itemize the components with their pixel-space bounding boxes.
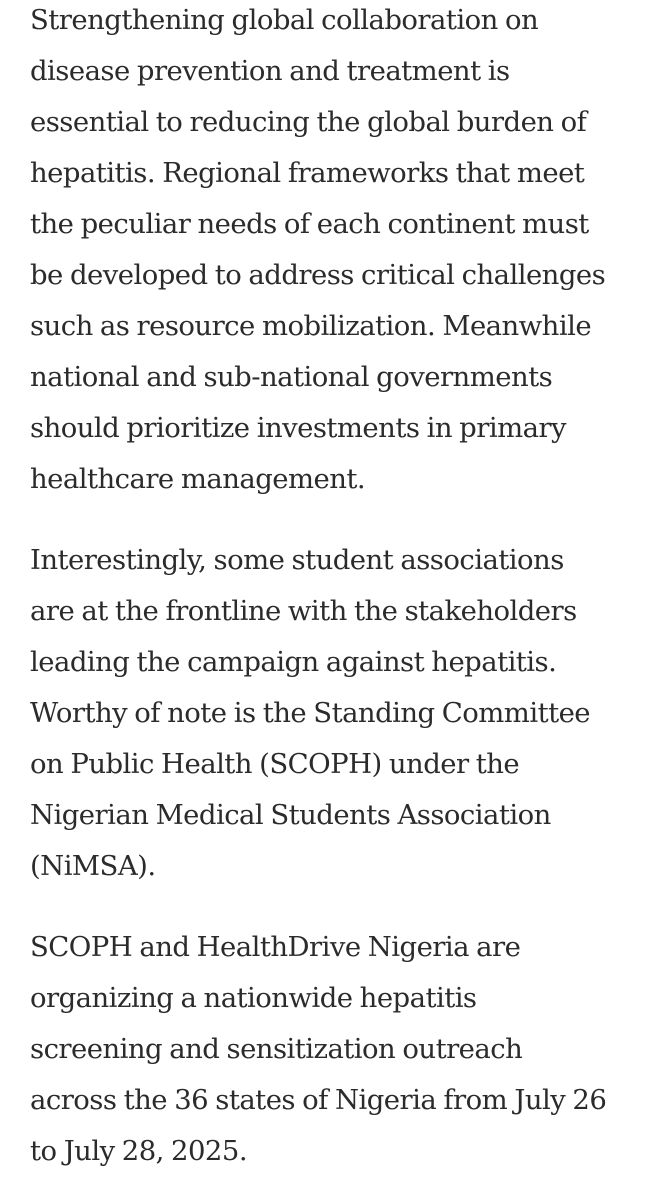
paragraph-line: Worthy of note is the Standing Committee (30, 697, 591, 729)
paragraph-student-associations (30, 535, 590, 892)
paragraph-line: disease prevention and treatment is (30, 55, 510, 87)
paragraph-line: hepatitis. Regional frameworks that meet (30, 157, 585, 189)
paragraph-line: healthcare management. (30, 463, 366, 495)
paragraph-line: be developed to address critical challenges (30, 259, 606, 291)
paragraph-line: on Public Health (SCOPH) under the (30, 748, 520, 780)
paragraph-line: screening and sensitization outreach (30, 1033, 523, 1065)
paragraph-line: Interestingly, some student associations (30, 544, 564, 576)
paragraph-line: leading the campaign against hepatitis. (30, 646, 557, 678)
paragraph-line: national and sub-national governments (30, 361, 553, 393)
paragraph-line: such as resource mobilization. Meanwhile (30, 310, 592, 342)
paragraph-line: to July 28, 2025. (30, 1135, 248, 1167)
paragraph-line: Nigerian Medical Students Association (30, 799, 551, 831)
paragraph-line: are at the frontline with the stakeholders (30, 595, 577, 627)
paragraph-line: SCOPH and HealthDrive Nigeria are (30, 931, 521, 963)
paragraph-line: the peculiar needs of each continent must (30, 208, 589, 240)
paragraph-line: should prioritize investments in primary (30, 412, 567, 444)
paragraph-screening-outreach (30, 922, 606, 1177)
paragraph-line: essential to reducing the global burden of (30, 106, 587, 138)
paragraph-line: (NiMSA). (30, 850, 156, 882)
paragraph-line: Strengthening global collaboration on (30, 4, 539, 36)
paragraph-line: across the 36 states of Nigeria from July 26 (30, 1084, 607, 1116)
paragraph-line: organizing a nationwide hepatitis (30, 982, 477, 1014)
paragraph-global-collaboration (30, 0, 605, 505)
